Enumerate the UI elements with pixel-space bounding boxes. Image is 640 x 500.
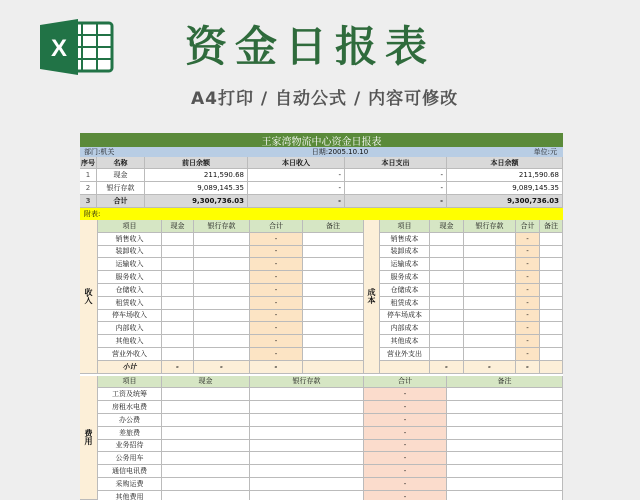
svg-text:X: X — [50, 35, 68, 62]
col-header: 名称 — [97, 157, 145, 169]
cost-total-cell: - — [516, 335, 540, 348]
today-income[interactable]: - — [248, 195, 345, 208]
cost-subtotal-value: - — [464, 361, 516, 374]
cost-item: 营业外支出 — [380, 348, 430, 361]
cost-total-cell: - — [516, 271, 540, 284]
income-col-header: 合计 — [250, 220, 303, 233]
expense-bank-cell[interactable] — [250, 465, 364, 478]
expense-remark-cell[interactable] — [447, 440, 563, 453]
expense-bank-cell[interactable] — [250, 452, 364, 465]
cost-remark-cell[interactable] — [540, 233, 563, 246]
cost-cash-cell[interactable] — [430, 335, 464, 348]
income-item: 销售收入 — [98, 233, 162, 246]
expense-item: 房租水电费 — [98, 401, 162, 414]
cost-total-cell: - — [516, 258, 540, 271]
expense-remark-cell[interactable] — [447, 427, 563, 440]
expense-remark-cell[interactable] — [447, 491, 563, 500]
income-total-cell: - — [250, 335, 303, 348]
cost-remark-cell[interactable] — [540, 297, 563, 310]
income-cash-cell[interactable] — [162, 258, 194, 271]
col-header: 序号 — [80, 157, 97, 169]
income-cash-cell[interactable] — [162, 297, 194, 310]
expense-side-label: 费用 — [80, 376, 98, 500]
expense-cash-cell[interactable] — [162, 414, 250, 427]
cost-bank-cell[interactable] — [464, 284, 516, 297]
row-name[interactable]: 现金 — [97, 169, 145, 182]
expense-total-cell: - — [364, 414, 447, 427]
cost-total-cell: - — [516, 348, 540, 361]
expense-item: 办公费 — [98, 414, 162, 427]
cost-total-cell: - — [516, 246, 540, 259]
income-bank-cell[interactable] — [194, 348, 250, 361]
expense-cash-cell[interactable] — [162, 427, 250, 440]
cost-total-cell: - — [516, 297, 540, 310]
cost-remark-cell[interactable] — [540, 284, 563, 297]
expense-remark-cell[interactable] — [447, 452, 563, 465]
income-bank-cell[interactable] — [194, 322, 250, 335]
expense-bank-cell[interactable] — [250, 401, 364, 414]
expense-remark-cell[interactable] — [447, 478, 563, 491]
col-header: 本日支出 — [345, 157, 447, 169]
expense-total-cell: - — [364, 440, 447, 453]
income-col-header: 银行存款 — [194, 220, 250, 233]
expense-item: 业务招待 — [98, 440, 162, 453]
dept-label: 部门:机关 — [84, 148, 115, 156]
income-cash-cell[interactable] — [162, 233, 194, 246]
expense-cash-cell[interactable] — [162, 465, 250, 478]
cost-cash-cell[interactable] — [430, 258, 464, 271]
today-income[interactable]: - — [248, 169, 345, 182]
cost-cash-cell[interactable] — [430, 310, 464, 323]
income-subtotal-value: - — [162, 361, 194, 374]
spreadsheet-preview — [80, 133, 563, 500]
income-remark-cell[interactable] — [303, 284, 364, 297]
row-name[interactable]: 银行存款 — [97, 182, 145, 195]
cost-bank-cell[interactable] — [464, 258, 516, 271]
unit-label: 单位:元 — [533, 148, 557, 156]
expense-item: 采购运费 — [98, 478, 162, 491]
expense-total-cell: - — [364, 478, 447, 491]
income-total-cell: - — [250, 310, 303, 323]
cost-col-header: 合计 — [516, 220, 540, 233]
income-item: 内部收入 — [98, 322, 162, 335]
income-cash-cell[interactable] — [162, 246, 194, 259]
cost-item: 销售成本 — [380, 233, 430, 246]
income-remark-cell[interactable] — [303, 271, 364, 284]
cost-remark-cell[interactable] — [540, 322, 563, 335]
expense-bank-cell[interactable] — [250, 414, 364, 427]
page-title: 资金日报表 — [185, 22, 436, 71]
cost-col-header: 项目 — [380, 220, 430, 233]
cost-total-cell: - — [516, 284, 540, 297]
cost-cash-cell[interactable] — [430, 348, 464, 361]
cost-subtotal-remark — [540, 361, 563, 374]
cost-remark-cell[interactable] — [540, 310, 563, 323]
cost-remark-cell[interactable] — [540, 271, 563, 284]
cost-cash-cell[interactable] — [430, 284, 464, 297]
cost-bank-cell[interactable] — [464, 246, 516, 259]
cost-remark-cell[interactable] — [540, 348, 563, 361]
income-item: 装卸收入 — [98, 246, 162, 259]
col-header: 本日收入 — [248, 157, 345, 169]
cost-item: 内部成本 — [380, 322, 430, 335]
prev-balance[interactable]: 9,089,145.35 — [145, 182, 248, 195]
cost-item: 其他成本 — [380, 335, 430, 348]
expense-item: 通信电讯费 — [98, 465, 162, 478]
expense-cash-cell[interactable] — [162, 401, 250, 414]
income-remark-cell[interactable] — [303, 233, 364, 246]
note-band — [80, 208, 563, 220]
income-item: 租赁收入 — [98, 297, 162, 310]
cost-bank-cell[interactable] — [464, 335, 516, 348]
expense-bank-cell[interactable] — [250, 440, 364, 453]
today-expense[interactable]: - — [345, 182, 447, 195]
sheet-title: 王家湾物流中心资金日报表 — [80, 133, 563, 147]
today-balance[interactable]: 211,590.68 — [447, 169, 563, 182]
income-col-header: 现金 — [162, 220, 194, 233]
col-header: 前日余额 — [145, 157, 248, 169]
cost-col-header: 银行存款 — [464, 220, 516, 233]
expense-total-cell: - — [364, 452, 447, 465]
expense-remark-cell[interactable] — [447, 414, 563, 427]
income-subtotal-remark — [303, 361, 364, 374]
row-number: 2 — [80, 182, 97, 195]
today-balance[interactable]: 9,300,736.03 — [447, 195, 563, 208]
expense-cash-cell[interactable] — [162, 491, 250, 500]
income-side-label: 收入 — [80, 220, 98, 374]
expense-col-header: 合计 — [364, 376, 447, 389]
income-item: 服务收入 — [98, 271, 162, 284]
cost-total-cell: - — [516, 322, 540, 335]
income-bank-cell[interactable] — [194, 246, 250, 259]
expense-total-cell: - — [364, 388, 447, 401]
expense-cash-cell[interactable] — [162, 478, 250, 491]
today-expense[interactable]: - — [345, 169, 447, 182]
expense-bank-cell[interactable] — [250, 427, 364, 440]
income-bank-cell[interactable] — [194, 284, 250, 297]
expense-total-cell: - — [364, 465, 447, 478]
income-remark-cell[interactable] — [303, 322, 364, 335]
cost-item: 服务成本 — [380, 271, 430, 284]
expense-remark-cell[interactable] — [447, 401, 563, 414]
income-total-cell: - — [250, 246, 303, 259]
page-subtitle: A4打印 / 自动公式 / 内容可修改 — [191, 89, 459, 109]
income-remark-cell[interactable] — [303, 297, 364, 310]
expense-col-header: 项目 — [98, 376, 162, 389]
expense-remark-cell[interactable] — [447, 388, 563, 401]
cost-total-cell: - — [516, 310, 540, 323]
cost-bank-cell[interactable] — [464, 348, 516, 361]
cost-bank-cell[interactable] — [464, 310, 516, 323]
expense-col-header: 银行存款 — [250, 376, 364, 389]
income-subtotal-value: - — [194, 361, 250, 374]
cost-cash-cell[interactable] — [430, 233, 464, 246]
expense-bank-cell[interactable] — [250, 478, 364, 491]
income-bank-cell[interactable] — [194, 297, 250, 310]
income-total-cell: - — [250, 284, 303, 297]
income-remark-cell[interactable] — [303, 335, 364, 348]
date-label: 日期:2005.10.10 — [311, 148, 369, 156]
prev-balance[interactable]: 9,300,736.03 — [145, 195, 248, 208]
cost-item: 运输成本 — [380, 258, 430, 271]
income-bank-cell[interactable] — [194, 335, 250, 348]
income-remark-cell[interactable] — [303, 310, 364, 323]
income-bank-cell[interactable] — [194, 233, 250, 246]
income-cash-cell[interactable] — [162, 310, 194, 323]
income-total-cell: - — [250, 271, 303, 284]
note-label: 附表: — [84, 210, 101, 218]
excel-logo-icon — [40, 19, 114, 75]
cost-subtotal-value: - — [516, 361, 540, 374]
row-number: 3 — [80, 195, 97, 208]
income-subtotal-value: - — [250, 361, 303, 374]
cost-total-cell: - — [516, 233, 540, 246]
today-expense[interactable]: - — [345, 195, 447, 208]
cost-cash-cell[interactable] — [430, 271, 464, 284]
income-cash-cell[interactable] — [162, 348, 194, 361]
row-name[interactable]: 合计 — [97, 195, 145, 208]
today-income[interactable]: - — [248, 182, 345, 195]
expense-item: 工资及统筹 — [98, 388, 162, 401]
expense-item: 差旅费 — [98, 427, 162, 440]
income-remark-cell[interactable] — [303, 258, 364, 271]
expense-cash-cell[interactable] — [162, 452, 250, 465]
income-bank-cell[interactable] — [194, 271, 250, 284]
income-total-cell: - — [250, 233, 303, 246]
expense-remark-cell[interactable] — [447, 465, 563, 478]
income-subtotal-label: 小计 — [98, 361, 162, 374]
income-col-header: 项目 — [98, 220, 162, 233]
cost-cash-cell[interactable] — [430, 322, 464, 335]
income-bank-cell[interactable] — [194, 258, 250, 271]
cost-subtotal-value: - — [430, 361, 464, 374]
income-col-header: 备注 — [303, 220, 364, 233]
cost-item: 仓储成本 — [380, 284, 430, 297]
income-cash-cell[interactable] — [162, 284, 194, 297]
income-cash-cell[interactable] — [162, 271, 194, 284]
cost-item: 停车场成本 — [380, 310, 430, 323]
income-item: 其他收入 — [98, 335, 162, 348]
cost-item: 装卸成本 — [380, 246, 430, 259]
income-total-cell: - — [250, 348, 303, 361]
cost-remark-cell[interactable] — [540, 246, 563, 259]
expense-item: 其他费用 — [98, 491, 162, 500]
expense-cash-cell[interactable] — [162, 440, 250, 453]
cost-side-label: 成本 — [364, 220, 380, 374]
income-item: 仓储收入 — [98, 284, 162, 297]
income-total-cell: - — [250, 297, 303, 310]
cost-remark-cell[interactable] — [540, 335, 563, 348]
expense-bank-cell[interactable] — [250, 491, 364, 500]
cost-cash-cell[interactable] — [430, 297, 464, 310]
expense-total-cell: - — [364, 491, 447, 500]
income-remark-cell[interactable] — [303, 246, 364, 259]
row-number: 1 — [80, 169, 97, 182]
expense-bank-cell[interactable] — [250, 388, 364, 401]
income-total-cell: - — [250, 258, 303, 271]
income-total-cell: - — [250, 322, 303, 335]
expense-cash-cell[interactable] — [162, 388, 250, 401]
income-item: 营业外收入 — [98, 348, 162, 361]
expense-item: 公务用车 — [98, 452, 162, 465]
today-balance[interactable]: 9,089,145.35 — [447, 182, 563, 195]
prev-balance[interactable]: 211,590.68 — [145, 169, 248, 182]
cost-bank-cell[interactable] — [464, 322, 516, 335]
cost-remark-cell[interactable] — [540, 258, 563, 271]
income-item: 停车场收入 — [98, 310, 162, 323]
expense-total-cell: - — [364, 401, 447, 414]
income-cash-cell[interactable] — [162, 335, 194, 348]
expense-col-header: 备注 — [447, 376, 563, 389]
cost-bank-cell[interactable] — [464, 297, 516, 310]
income-remark-cell[interactable] — [303, 348, 364, 361]
income-item: 运输收入 — [98, 258, 162, 271]
col-header: 本日余额 — [447, 157, 563, 169]
expense-col-header: 现金 — [162, 376, 250, 389]
cost-bank-cell[interactable] — [464, 271, 516, 284]
income-cash-cell[interactable] — [162, 322, 194, 335]
cost-col-header: 备注 — [540, 220, 563, 233]
cost-bank-cell[interactable] — [464, 233, 516, 246]
expense-total-cell: - — [364, 427, 447, 440]
cost-subtotal-label — [380, 361, 430, 374]
income-bank-cell[interactable] — [194, 310, 250, 323]
cost-col-header: 现金 — [430, 220, 464, 233]
cost-cash-cell[interactable] — [430, 246, 464, 259]
cost-item: 租赁成本 — [380, 297, 430, 310]
